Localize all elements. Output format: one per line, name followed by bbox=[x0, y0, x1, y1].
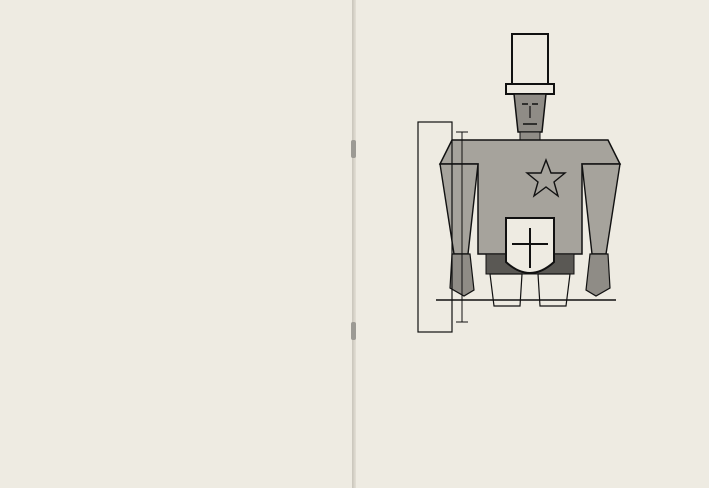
suomi-vertical-label bbox=[425, 130, 449, 330]
year-scale bbox=[624, 22, 654, 362]
book-gutter bbox=[352, 0, 356, 488]
left-page bbox=[0, 0, 352, 488]
staple-upper bbox=[351, 140, 356, 158]
staple-lower bbox=[351, 322, 356, 340]
